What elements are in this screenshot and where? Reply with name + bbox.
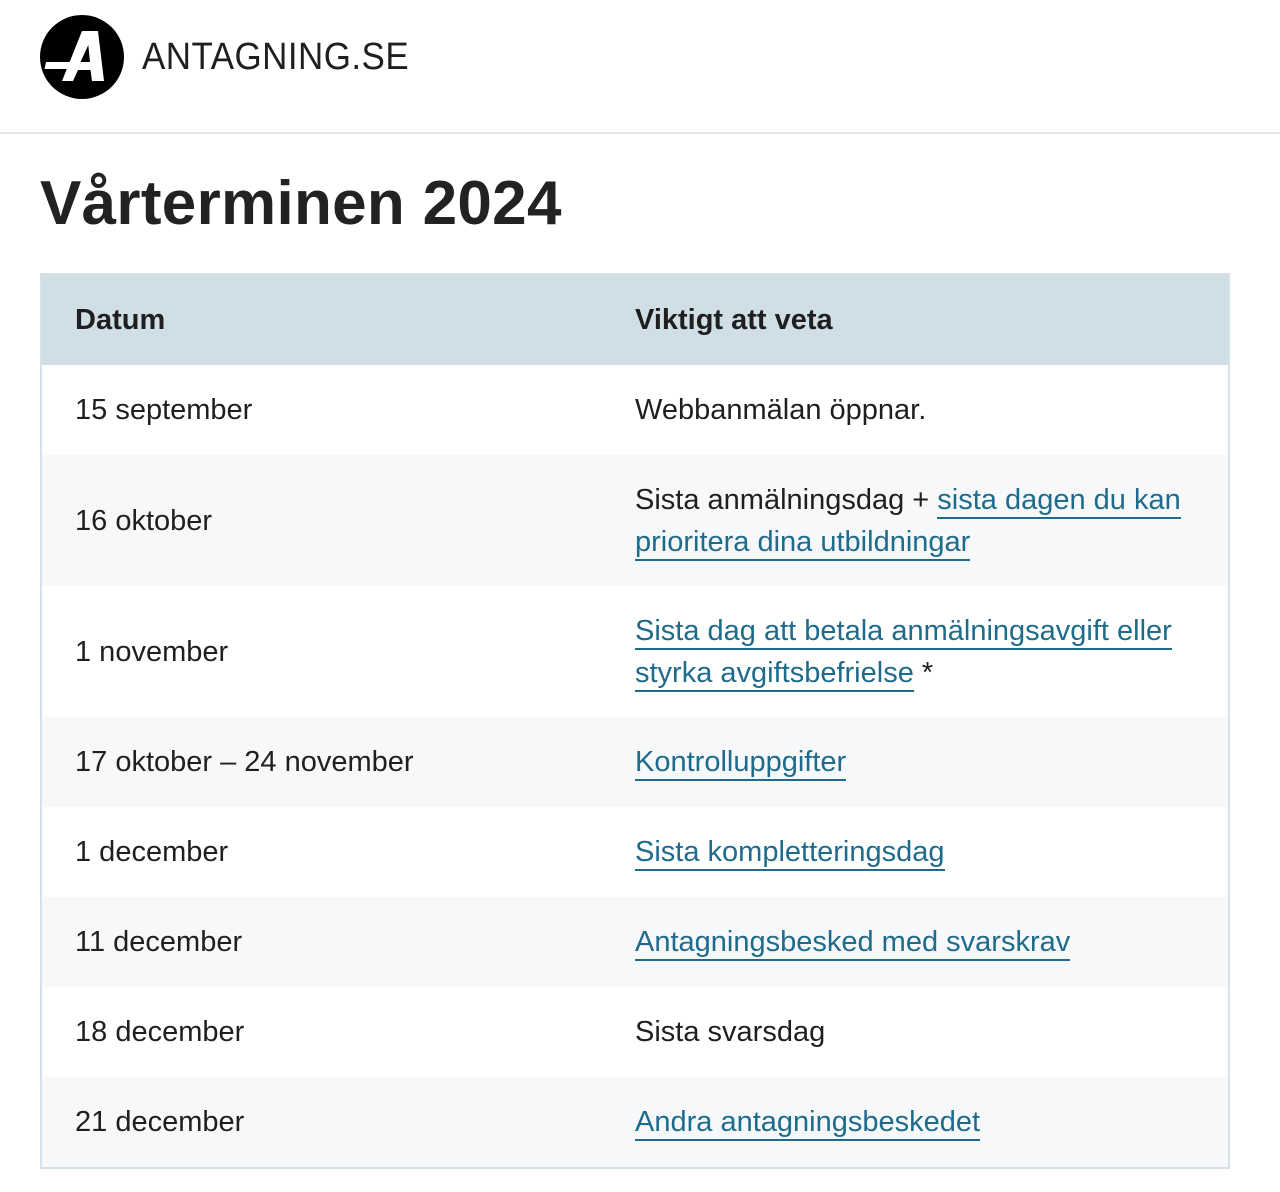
- table-row: [42, 365, 1228, 455]
- info-cell: [635, 1077, 1228, 1167]
- column-header-datum: Datum: [75, 303, 166, 336]
- pay-fee-link[interactable]: Sista dag att betala anmälningsavgift eller styrka avgiftsbefrielse: [635, 615, 1172, 692]
- kontrolluppgifter-link[interactable]: Kontrolluppgifter: [635, 746, 846, 781]
- table-row: [42, 807, 1228, 897]
- info-cell: [635, 365, 1228, 455]
- site-name: ANTAGNING.SE: [142, 35, 410, 78]
- date-cell: 16 oktober: [75, 504, 213, 537]
- site-header: [0, 0, 1280, 134]
- date-cell: 18 december: [75, 1016, 245, 1048]
- date-cell: 1 november: [75, 635, 229, 668]
- date-cell: 11 december: [75, 926, 243, 958]
- page-title: Vårterminen 2024: [40, 169, 562, 238]
- date-cell: 1 december: [75, 836, 229, 868]
- antagning-logo-icon: [40, 15, 124, 99]
- info-cell: [635, 897, 1228, 987]
- info-text: Sista anmälningsdag +: [635, 483, 938, 516]
- date-cell: 15 september: [75, 394, 253, 426]
- info-cell: [635, 717, 1228, 807]
- kompletteringsdag-link[interactable]: Sista kompletteringsdag: [635, 836, 945, 871]
- table-row: [42, 1077, 1228, 1167]
- info-text: Webbanmälan öppnar.: [635, 394, 927, 426]
- andra-antagningsbesked-link[interactable]: Andra antagningsbeskedet: [635, 1106, 980, 1141]
- info-cell: [635, 807, 1228, 897]
- table-row: [42, 897, 1228, 987]
- column-header-viktigt: Viktigt att veta: [635, 303, 833, 336]
- date-cell: 21 december: [75, 1106, 245, 1138]
- prioritize-link[interactable]: sista dagen du kan prioritera dina utbildningar: [635, 484, 1181, 561]
- home-logo-link[interactable]: [40, 15, 432, 99]
- table-row: [42, 987, 1228, 1077]
- info-text: Sista svarsdag: [635, 1016, 826, 1048]
- table-row: [42, 717, 1228, 807]
- schedule-table: [40, 273, 1230, 1169]
- table-header-row: [42, 275, 1228, 365]
- antagningsbesked-link[interactable]: Antagningsbesked med svarskrav: [635, 926, 1070, 961]
- table-row: [42, 586, 1228, 717]
- info-cell: [635, 586, 1228, 717]
- table-row: [42, 455, 1228, 586]
- info-cell: [635, 455, 1228, 586]
- footnote-marker: *: [913, 656, 934, 689]
- date-cell: 17 oktober – 24 november: [75, 746, 414, 778]
- info-cell: [635, 987, 1228, 1077]
